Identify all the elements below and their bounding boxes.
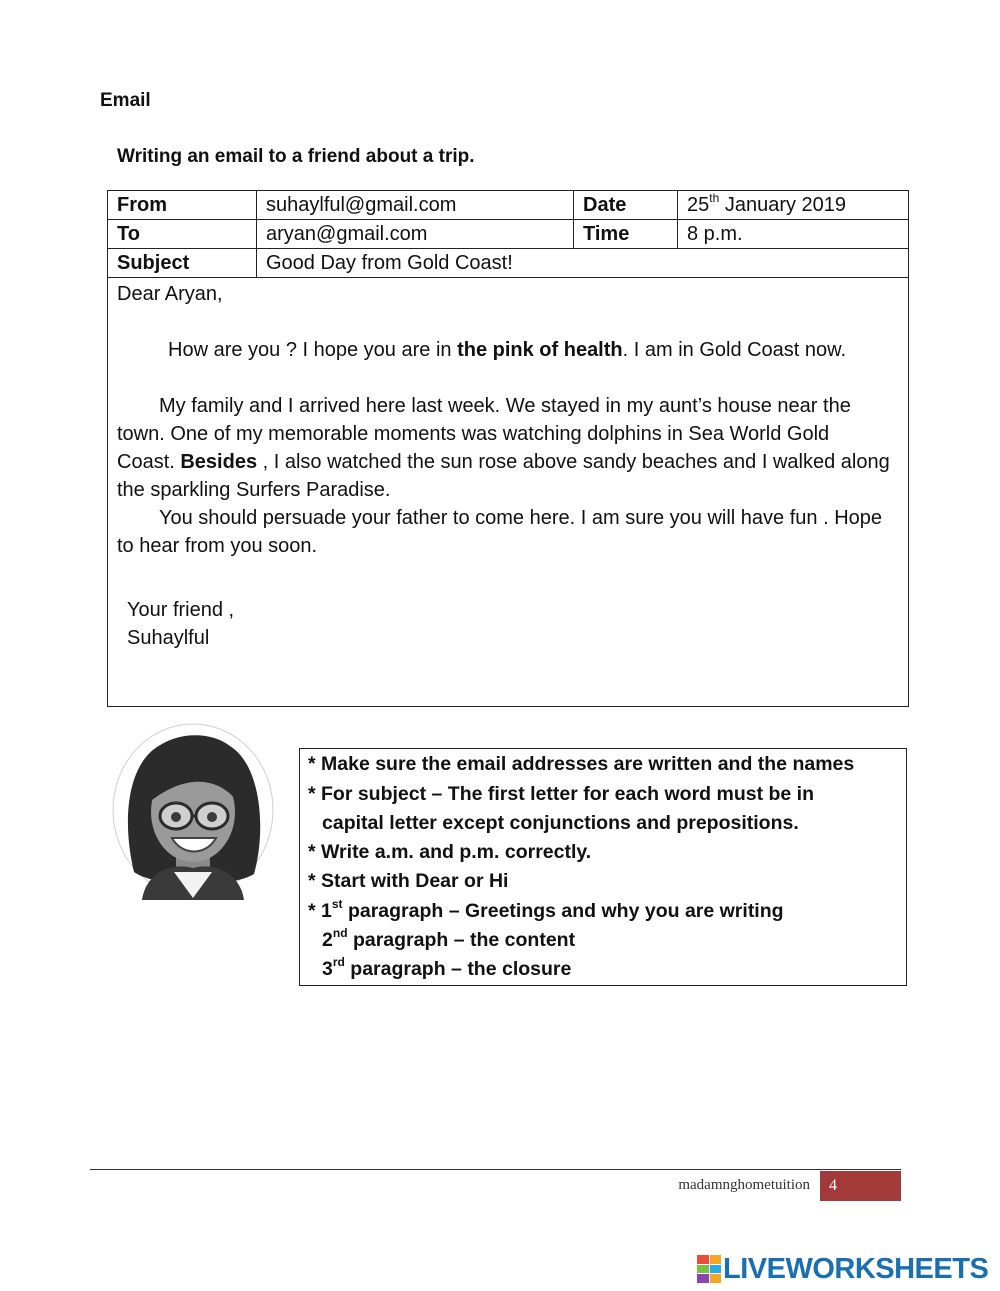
tip-line: * Start with Dear or Hi [308, 870, 509, 892]
p2-bold: Besides [180, 451, 258, 473]
p1-bold: the pink of health [457, 339, 623, 361]
subject-label: Subject [108, 249, 257, 278]
table-row [108, 191, 909, 220]
tip-prefix: 2 [322, 929, 333, 951]
date-value [678, 191, 909, 220]
brand-name: LIVEWORKSHEETS [723, 1252, 989, 1285]
tip-text: paragraph – the content [347, 929, 576, 951]
time-label: Time [574, 220, 678, 249]
tip-suffix: rd [332, 955, 345, 969]
teacher-avatar [112, 722, 274, 900]
p2-text-a: My family and I arrived here last week. We stayed in my aunt’s house near the town. One of my memorable moments was watching dolphins in Sea World Gold Coast. [117, 395, 857, 473]
to-value: aryan@gmail.com [257, 220, 574, 249]
tip-line: * Write a.m. and p.m. correctly. [308, 841, 592, 863]
date-label: Date [574, 191, 678, 220]
greeting: Dear Aryan, [117, 283, 223, 305]
tip-line [322, 926, 575, 955]
paragraph-3 [117, 504, 890, 560]
tip-prefix: * 1 [308, 900, 332, 922]
table-row [108, 249, 909, 278]
signature: Suhaylful [127, 627, 210, 649]
tip-text: paragraph – the closure [344, 958, 572, 980]
email-body [107, 278, 909, 707]
footer-divider [90, 1169, 901, 1170]
liveworksheets-icon [697, 1255, 721, 1283]
paragraph-2 [117, 392, 896, 504]
p2-text-b: , I also watched the sun rose above sandy beaches and I walked along the sparkling Surfers Paradise. [117, 451, 896, 501]
page-title: Email [100, 90, 151, 111]
date-day: 25 [687, 194, 710, 216]
footer-site: madamnghometuition [678, 1177, 810, 1193]
p3-text: You should persuade your father to come here. I am sure you will have fun . Hope to hear from you soon. [117, 507, 883, 557]
tip-suffix: st [331, 897, 343, 911]
tip-line [308, 897, 784, 926]
page-number: 4 [820, 1171, 901, 1201]
tip-line: capital letter except conjunctions and prepositions. [322, 812, 799, 834]
table-row [108, 220, 909, 249]
p1-text-b: . I am in Gold Coast now. [622, 339, 847, 361]
from-value: suhaylful@gmail.com [257, 191, 574, 220]
tip-line: * Make sure the email addresses are written and the names [308, 753, 855, 775]
date-rest: January 2019 [719, 194, 847, 216]
tip-line: * For subject – The first letter for each word must be in [308, 783, 815, 805]
tip-line [322, 955, 571, 984]
date-suffix: th [709, 191, 720, 205]
from-label: From [108, 191, 257, 220]
time-value: 8 p.m. [678, 220, 909, 249]
page-subtitle: Writing an email to a friend about a trip. [117, 146, 475, 167]
tip-suffix: nd [332, 926, 348, 940]
closing: Your friend , [127, 599, 235, 621]
email-header-table [107, 190, 909, 278]
tip-text: paragraph – Greetings and why you are writing [342, 900, 784, 922]
tip-prefix: 3 [322, 958, 333, 980]
tips-box [299, 748, 907, 986]
p1-text-a: How are you ? I hope you are in [168, 339, 458, 361]
to-label: To [108, 220, 257, 249]
subject-value: Good Day from Gold Coast! [257, 249, 909, 278]
paragraph-1 [168, 336, 890, 364]
liveworksheets-logo[interactable] [697, 1252, 988, 1286]
